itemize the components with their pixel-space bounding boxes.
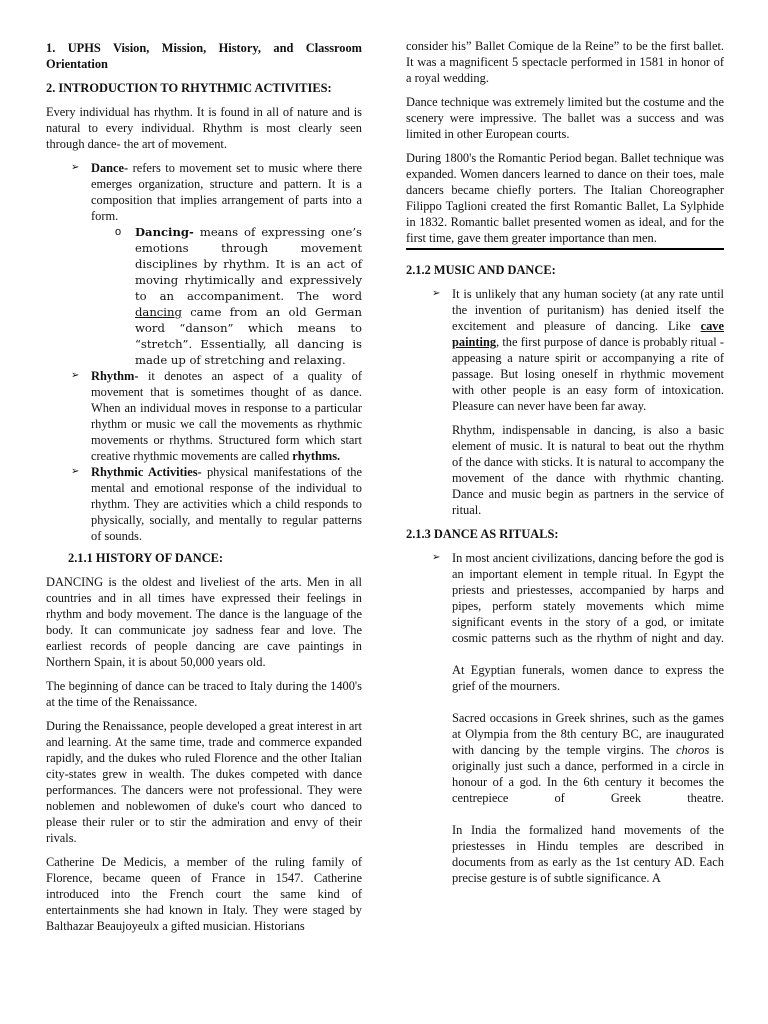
term-rhythms-bold: rhythms. — [292, 449, 341, 463]
rituals-list — [406, 550, 724, 886]
definition-dancing-text-a: means of expressing one’s emotions through movement disciplines by rhythm. It is an act of moving rhytimically and expressively to an accompaniment. The word — [135, 225, 362, 303]
term-choros: choros — [676, 743, 710, 757]
term-rhythmic-activities: Rhythmic Activities- — [91, 465, 202, 479]
rituals-item — [452, 550, 724, 886]
definition-rhythmic-activities-text: physical manifestations of the mental and emotional response of the individual to rhythm. They are activities which a child responds to physically, socially, and mentally to regular patterns of sounds. — [91, 465, 362, 543]
definition-dancing — [135, 224, 362, 368]
rituals-india-paragraph: In India the formalized hand movements of the priestesses in Hindu temples are described in documents from as early as the 1st century AD. Each precise gesture is of subtle significance. A — [452, 823, 724, 885]
sub-definition-list — [91, 224, 362, 368]
left-column — [46, 40, 362, 934]
section-heading-orientation: 1. UPHS Vision, Mission, History, and Classroom Orientation — [46, 41, 362, 71]
definition-rhythm — [91, 368, 362, 464]
music-dance-text-b: , the first purpose of dance is probably ritual - appeasing a nature spirit or accompanying a rite of passage. But losing oneself in rhythmic movement with other people is an easy form of intoxication. Pleasure can never have been far away. — [452, 335, 724, 413]
rituals-funerals-paragraph: At Egyptian funerals, women dance to express the grief of the mourners. — [452, 663, 724, 693]
history-paragraph-5: consider his” Ballet Comique de la Reine” to be the first ballet. It was a magnificent 5 spectacle performed in 1581 in honor of a royal wedding. — [406, 39, 724, 85]
music-dance-rhythm-paragraph: Rhythm, indispensable in dancing, is also a basic element of music. It is natural to beat out the rhythm of the dance with sticks. It is natural to accompany the movement of the dance with rhythmic chanting. Dance and music begin as partners in the service of ritual. — [452, 423, 724, 517]
music-dance-item — [452, 286, 724, 518]
history-paragraph-3: During the Renaissance, people developed a great interest in art and learning. At the same time, trade and commerce expanded rapidly, and the dukes who ruled Florence and the other Italian city-states grew in wealth. The dukes competed with dance performances. The dancers were not professional. They were noblemen and noblewomen of duke's court who danced to please their ruler or to stir the admiration and envy of their rivals. — [46, 719, 362, 845]
history-paragraph-6: Dance technique was extremely limited but the costume and the scenery were impressive. The ballet was a success and was limited in other European courts. — [406, 95, 724, 141]
section-heading-history: 2.1.1 HISTORY OF DANCE: — [68, 551, 224, 565]
rituals-greek-text-a: Sacred occasions in Greek shrines, such as the games at Olympia from the 8th century BC, are inaugurated with dancing by the temple virgins. The — [452, 711, 724, 757]
rituals-greek-paragraph — [452, 710, 724, 806]
rituals-egypt-paragraph: ➢ In most ancient civilizations, dancing before the god is an important element in temple ritual. In Egypt the priests and priestesses, accompanied by harps and pipes, perform stately movements which mime significant events in the story of a god, or imitate cosmic patterns such as the rhythm of night and day. — [452, 551, 724, 645]
music-dance-list — [406, 286, 724, 518]
section-heading-dance-as-rituals: 2.1.3 DANCE AS RITUALS: — [406, 527, 559, 541]
definition-list — [46, 160, 362, 544]
section-heading-introduction: 2. INTRODUCTION TO RHYTHMIC ACTIVITIES: — [46, 81, 332, 95]
history-paragraph-4: Catherine De Medicis, a member of the ruling family of Florence, became queen of France in 1547. Catherine introduced into the French court the same kind of entertainments she had known in Italy. They were staged by Balthazar Beaujoyeulx a gifted musician. Historians — [46, 855, 362, 933]
intro-paragraph: Every individual has rhythm. It is found in all of nature and is natural to every individual. Rhythm is most clearly seen through dance- the art of movement. — [46, 105, 362, 151]
definition-rhythm-text: it denotes an aspect of a quality of movement that is sometimes thought of as dance. When an individual moves in response to a particular rhythm or music we call the movements as rhythmic movements or rhythms. Structured form which start creative rhythmic movements are called — [91, 369, 362, 463]
rituals-greek-text-b: is originally just such a dance, performed in a circle in honour of a god. In the 6th century it becomes the centrepiece of Greek theatre. — [452, 743, 724, 805]
word-dancing-underlined: dancing — [135, 305, 182, 319]
history-paragraph-1: DANCING is the oldest and liveliest of the arts. Men in all countries and in all times have expressed their feelings in rhythm and body movement. The dance is the language of the body. It can communicate joy sadness fear and love. The earliest records of people dancing are cave paintings in Northern Spain, it is about 50,000 years old. — [46, 575, 362, 669]
term-dancing: Dancing- — [135, 225, 194, 239]
cave-painting-link: cave painting — [452, 319, 724, 349]
definition-dancing-text-b: came from an old German word “danson” which means to “stretch”. Essentially, all dancing is made up of stretching and relaxing. — [135, 305, 362, 367]
section-heading-music-and-dance: 2.1.2 MUSIC AND DANCE: — [406, 263, 556, 277]
music-dance-text-a: It is unlikely that any human society (at any rate until the invention of puritanism) has denied itself the excitement and pleasure of dancing. Like — [452, 287, 724, 333]
definition-dance-text: refers to movement set to music where there emerges organization, structure and pattern. It is a composition that implies arrangement of parts into a form. — [91, 161, 362, 223]
right-column — [406, 38, 724, 894]
term-dance: Dance- — [91, 161, 129, 175]
term-rhythm: Rhythm- — [91, 369, 139, 383]
history-paragraph-2: The beginning of dance can be traced to Italy during the 1400's at the time of the Renaissance. — [46, 679, 362, 709]
definition-dance — [91, 160, 362, 368]
history-paragraph-7: During 1800's the Romantic Period began. Ballet technique was expanded. Women dancers learned to dance on their toes, male dancers became chiefly porters. The Italian Choreographer Filippo Taglioni created the first Romantic Ballet, La Sylphide in 1832. Romantic ballet presented women as ideal, and for the first time, gave them greater importance than men. — [406, 150, 724, 250]
definition-rhythmic-activities — [91, 464, 362, 544]
